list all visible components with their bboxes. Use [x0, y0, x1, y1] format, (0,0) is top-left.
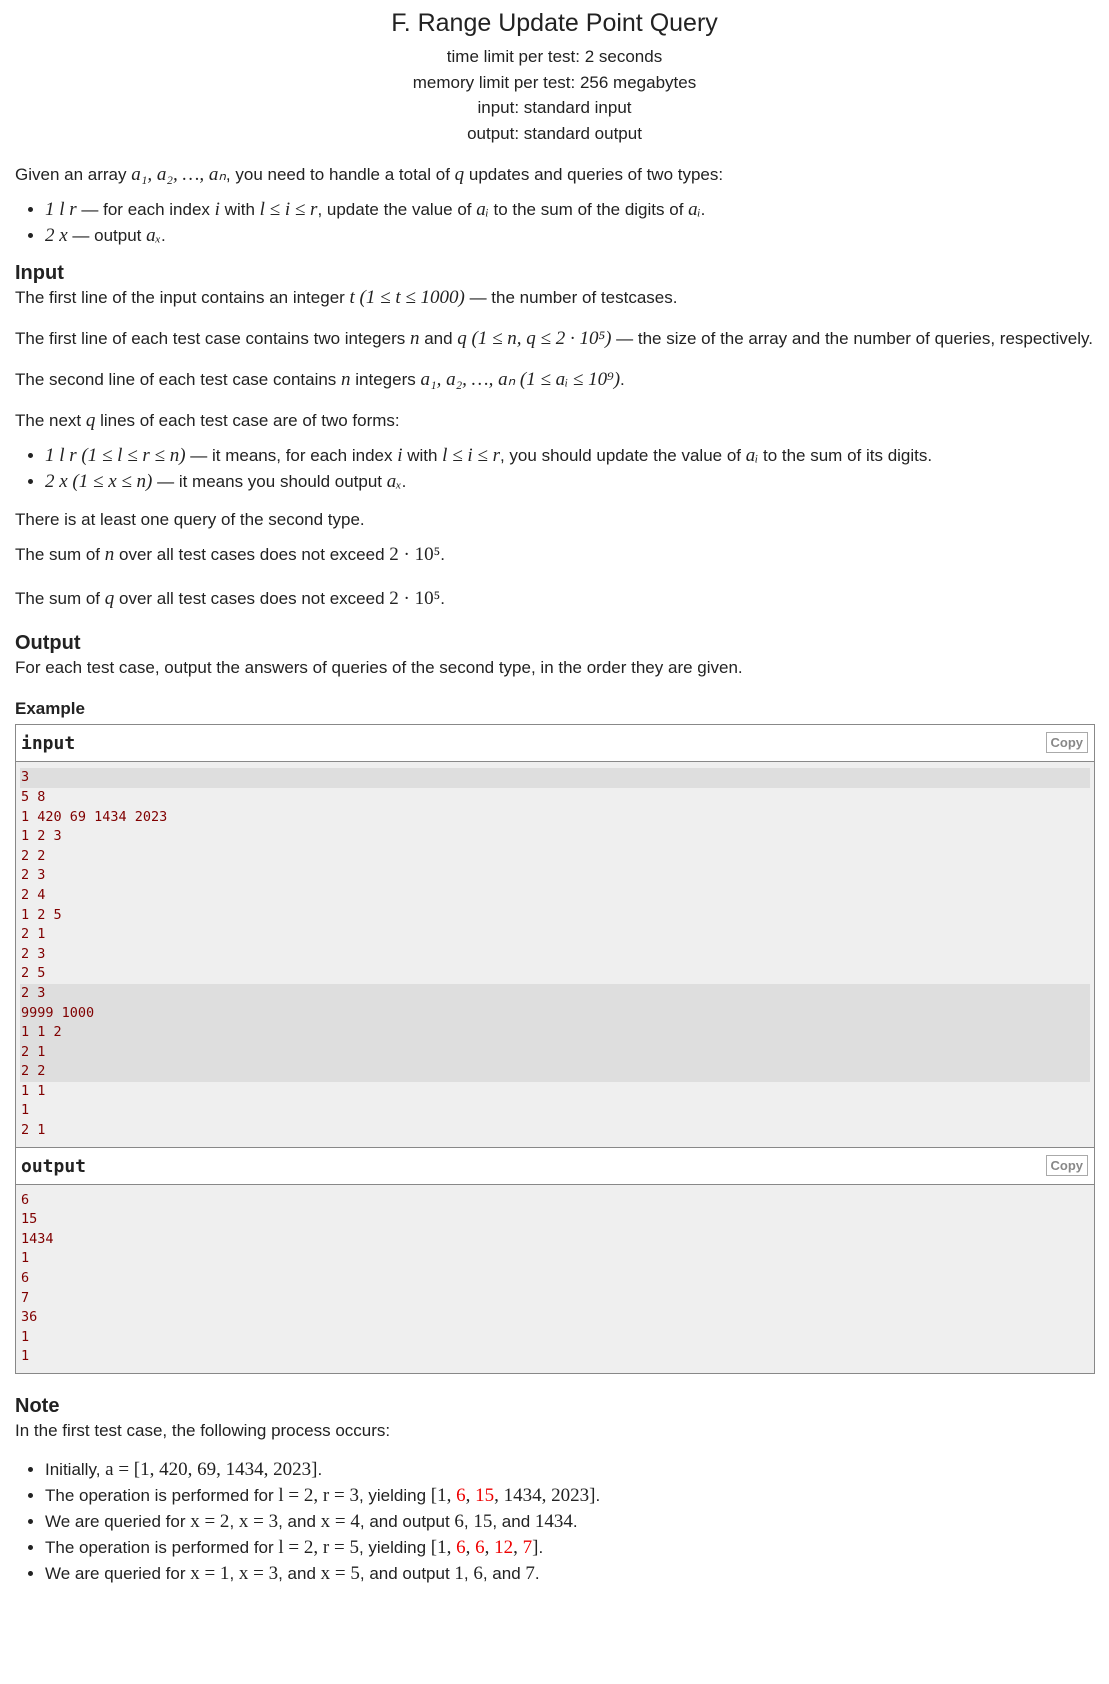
input-line: 5 8 — [21, 788, 46, 805]
legend-intro: Given an array a₁, a₂, …, aₙ, you need to handle a total of q updates and queries of two types: — [15, 164, 724, 186]
list-item: • We are queried for x = 1, x = 3, and x = 5, and output 1, 6, and 7. — [45, 1561, 1094, 1587]
input-line: 2 3 — [21, 867, 46, 884]
input-line: 1 420 69 1434 2023 — [21, 808, 168, 825]
output-line: 6 — [21, 1270, 30, 1287]
output-line: 1 — [21, 1348, 30, 1365]
output-heading: Output — [15, 632, 81, 655]
input-line: 2 2 — [20, 1062, 1090, 1082]
input-line: 1 — [21, 1102, 30, 1119]
note-steps — [15, 1457, 1094, 1587]
list-item: • The operation is performed for l = 2, r = 3, yielding [1, 6, 15, 1434, 2023]. — [45, 1483, 1094, 1509]
example-input[interactable] — [16, 762, 1094, 1146]
note-heading: Note — [15, 1395, 60, 1417]
copy-output-button[interactable]: Copy — [1046, 1155, 1089, 1176]
input-line: 9999 1000 — [20, 1004, 1090, 1024]
note-intro: In the first test case, the following process occurs: — [15, 1421, 391, 1440]
input-line: 2 5 — [21, 965, 46, 982]
list-item: • The operation is performed for l = 2, r = 5, yielding [1, 6, 6, 12, 7]. — [45, 1535, 1094, 1561]
input-p3: The second line of each test case contains n integers a₁, a₂, …, aₙ (1 ≤ aᵢ ≤ 10⁹). — [15, 369, 625, 391]
input-line: 2 4 — [21, 886, 46, 903]
output-label: output — [21, 1155, 87, 1177]
input-p7: The sum of q over all test cases does not exceed 2 · 10⁵. — [15, 588, 445, 610]
input-p1: The first line of the input contains an integer t (1 ≤ t ≤ 1000) — the number of testcases. — [15, 287, 678, 309]
example-box — [15, 724, 1095, 1374]
input-line: 1 2 3 — [21, 828, 62, 845]
list-item: • Initially, a = [1, 420, 69, 1434, 2023]. — [45, 1457, 1094, 1483]
input-heading: Input — [15, 262, 64, 285]
output-line: 36 — [21, 1309, 38, 1326]
input-p5: There is at least one query of the second type. — [15, 510, 365, 530]
list-item: • 2 x (1 ≤ x ≤ n) — it means you should output aₓ. — [45, 469, 1094, 495]
input-line: 2 2 — [21, 847, 46, 864]
query-types — [15, 197, 1094, 249]
output-line: 1434 — [21, 1230, 54, 1247]
input-line: 2 3 — [20, 984, 1090, 1004]
output-line: 6 — [21, 1191, 30, 1208]
problem-limits — [15, 44, 1094, 146]
time-limit: time limit per test: 2 seconds — [446, 47, 663, 66]
input-line: 1 1 2 — [20, 1023, 1090, 1043]
input-p6: The sum of n over all test cases does not exceed 2 · 10⁵. — [15, 544, 445, 566]
input-p4: The next q lines of each test case are of two forms: — [15, 410, 400, 432]
memory-limit: memory limit per test: 256 megabytes — [412, 72, 697, 92]
list-item: • 1 l r — for each index i with l ≤ i ≤ r, update the value of aᵢ to the sum of the digits of aᵢ. — [45, 197, 1094, 223]
problem-title: F. Range Update Point Query — [391, 9, 718, 37]
list-item: • 2 x — output aₓ. — [45, 223, 1094, 249]
query-forms — [15, 443, 1094, 495]
output-header — [16, 1147, 1094, 1185]
input-label: input — [21, 733, 76, 755]
example-heading: Example — [15, 699, 85, 719]
input-line: 1 2 5 — [21, 906, 62, 923]
output-line: 1 — [21, 1250, 30, 1267]
input-line: 2 1 — [21, 926, 46, 943]
input-line: 1 1 — [21, 1082, 46, 1099]
output-text: For each test case, output the answers of queries of the second type, in the order they are given. — [15, 658, 743, 678]
output-line: 1 — [21, 1328, 30, 1345]
problem-statement — [0, 8, 1109, 1587]
input-spec: input: standard input — [477, 98, 632, 118]
input-line: 2 1 — [20, 1043, 1090, 1063]
copy-input-button[interactable]: Copy — [1046, 732, 1089, 753]
input-line: 2 3 — [21, 945, 46, 962]
list-item: • We are queried for x = 2, x = 3, and x = 4, and output 6, 15, and 1434. — [45, 1509, 1094, 1535]
output-spec: output: standard output — [467, 123, 642, 143]
output-line: 15 — [21, 1211, 38, 1228]
example-output[interactable] — [16, 1185, 1094, 1373]
list-item: • 1 l r (1 ≤ l ≤ r ≤ n) — it means, for each index i with l ≤ i ≤ r, you should update the value of aᵢ to the sum of its digits. — [45, 443, 1094, 469]
output-line: 7 — [21, 1289, 30, 1306]
input-line: 3 — [20, 768, 1090, 788]
input-header — [16, 725, 1094, 762]
input-p2: The first line of each test case contains two integers n and q (1 ≤ n, q ≤ 2 · 10⁵) — the size of the array and the number of queries, respectively. — [15, 328, 1094, 350]
input-line: 2 1 — [21, 1122, 46, 1139]
